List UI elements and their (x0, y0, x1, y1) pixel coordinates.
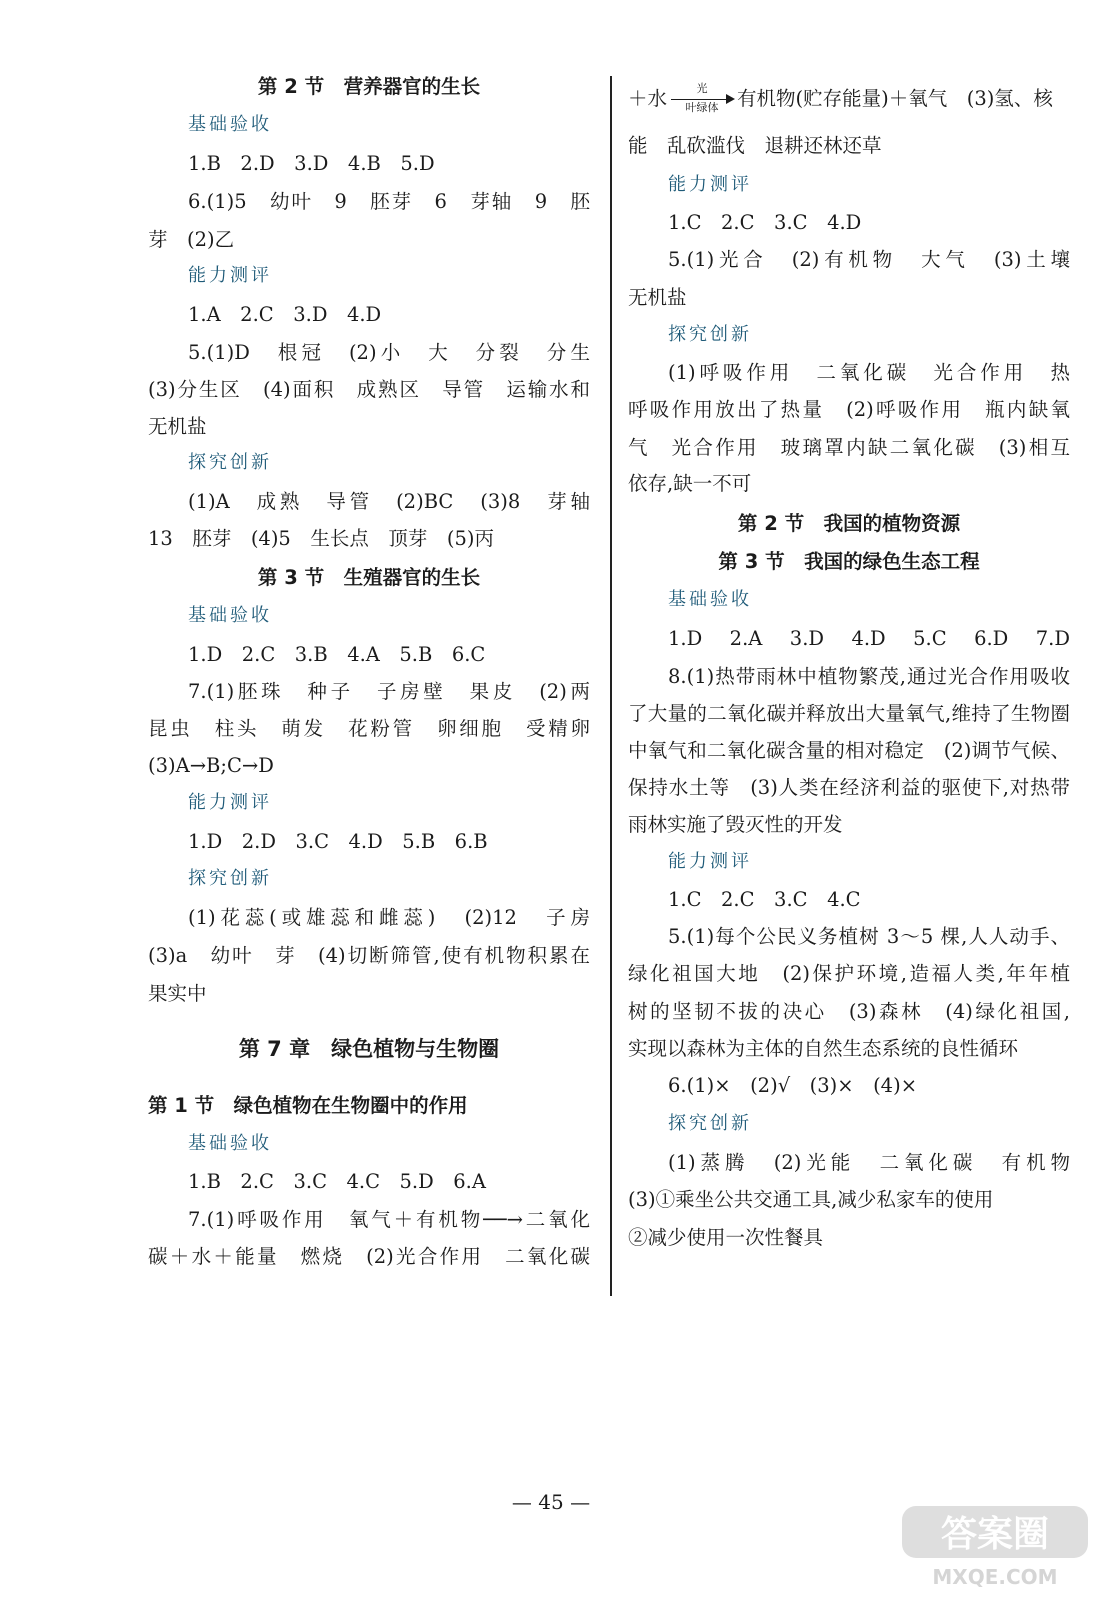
subsection-label: 探究创新 (668, 1113, 752, 1134)
answer-line: 依存,缺一不可 (628, 472, 752, 495)
subsection-label: 基础验收 (188, 114, 272, 135)
subsection-label: 探究创新 (188, 868, 272, 889)
answer-line: 6.(1)× (2)√ (3)× (4)× (668, 1074, 918, 1097)
answer-line: 1.A 2.C 3.D 4.D (188, 303, 382, 326)
answer-line: 无机盐 (628, 286, 687, 309)
answer-line: 碳＋水＋能量 燃烧 (2)光合作用 二氧化碳 (148, 1245, 590, 1268)
answer-line (614, 80, 1102, 118)
answer-line: 1.C 2.C 3.C 4.D (668, 211, 862, 234)
answer-line: ②减少使用一次性餐具 (628, 1226, 824, 1249)
answer-line: (3)分生区 (4)面积 成熟区 导管 运输水和 (148, 378, 590, 401)
answer-line: (3)①乘坐公共交通工具,减少私家车的使用 (628, 1188, 994, 1211)
answer-line: 5.(1)每个公民义务植树 3～5 棵,人人动手、 (668, 925, 1070, 948)
watermark-logo (900, 1502, 1090, 1592)
arrow-condition-top: 光 (696, 81, 708, 95)
section-title: 第 2 节 我国的植物资源 (737, 512, 961, 535)
reaction-arrow (669, 81, 735, 115)
answer-line: 1.C 2.C 3.C 4.C (668, 888, 861, 911)
answer-line: 1.D 2.C 3.B 4.A 5.B 6.C (188, 643, 486, 666)
answer-line: 树的坚韧不拔的决心 (3)森林 (4)绿化祖国, (628, 1000, 1070, 1023)
answer-line: 7.(1)胚珠 种子 子房壁 果皮 (2)两 (188, 680, 590, 703)
answer-line: 1.B 2.C 3.C 4.C 5.D 6.A (188, 1170, 486, 1193)
page-number: — 45 — (511, 1490, 591, 1514)
answer-line: 能 乱砍滥伐 退耕还林还草 (628, 134, 882, 157)
answer-line: 雨林实施了毁灭性的开发 (628, 813, 843, 836)
answer-line: 1.B 2.D 3.D 4.B 5.D (188, 152, 435, 175)
subsection-label: 基础验收 (188, 1133, 272, 1154)
column-divider (610, 76, 612, 1296)
answer-line: 中氧气和二氧化碳含量的相对稳定 (2)调节气候、 (628, 739, 1070, 762)
arrow-condition-bottom: 叶绿体 (685, 100, 719, 114)
answer-line: 8.(1)热带雨林中植物繁茂,通过光合作用吸收 (668, 665, 1070, 688)
answer-line: 5.(1)D 根冠 (2)小 大 分裂 分生 (188, 341, 590, 364)
answer-line: 气 光合作用 玻璃罩内缺二氧化碳 (3)相互 (628, 436, 1070, 459)
answer-line: (1)花蕊(或雄蕊和雌蕊) (2)12 子房 (188, 906, 590, 929)
subsection-label: 基础验收 (668, 589, 752, 610)
arrow-shaft (671, 99, 729, 101)
subsection-label: 能力测评 (668, 851, 752, 872)
section-title: 第 1 节 绿色植物在生物圈中的作用 (148, 1094, 468, 1117)
answer-line: 5.(1)光合 (2)有机物 大气 (3)土壤 (668, 248, 1070, 271)
answer-line: 绿化祖国大地 (2)保护环境,造福人类,年年植 (628, 962, 1070, 985)
answer-line: 1.D 2.A 3.D 4.D 5.C 6.D 7.D (668, 627, 1070, 650)
watermark-url: MXQE.COM (932, 1565, 1058, 1589)
subsection-label: 基础验收 (188, 605, 272, 626)
subsection-label: 能力测评 (188, 265, 272, 286)
answer-line: 保持水土等 (3)人类在经济利益的驱使下,对热带 (628, 776, 1070, 799)
watermark-text: 答案圈 (940, 1514, 1050, 1555)
answer-line: 呼吸作用放出了热量 (2)呼吸作用 瓶内缺氧 (628, 398, 1070, 421)
answer-text: 有机物(贮存能量)＋氧气 (3)氢、核 (737, 87, 1053, 110)
answer-line: (1)蒸腾 (2)光能 二氧化碳 有机物 (668, 1151, 1070, 1174)
answer-line: 实现以森林为主体的自然生态系统的良性循环 (628, 1037, 1019, 1060)
answer-line: (1)呼吸作用 二氧化碳 光合作用 热 (668, 361, 1070, 384)
answer-line: (1)A 成熟 导管 (2)BC (3)8 芽轴 (188, 490, 590, 513)
answer-line: 昆虫 柱头 萌发 花粉管 卵细胞 受精卵 (148, 717, 590, 740)
section-title: 第 2 节 营养器官的生长 (257, 75, 481, 98)
answer-line: 芽 (2)乙 (148, 228, 235, 251)
answer-text: ＋水 (628, 87, 668, 110)
subsection-label: 能力测评 (668, 174, 752, 195)
section-title: 第 3 节 生殖器官的生长 (257, 566, 481, 589)
chapter-title: 第 7 章 绿色植物与生物圈 (238, 1037, 500, 1061)
answer-line: 6.(1)5 幼叶 9 胚芽 6 芽轴 9 胚 (188, 190, 590, 213)
answer-line: (3)A→B;C→D (148, 754, 274, 777)
subsection-label: 探究创新 (668, 324, 752, 345)
answer-line: 无机盐 (148, 415, 207, 438)
answer-line: 果实中 (148, 982, 207, 1005)
answer-line: 1.D 2.D 3.C 4.D 5.B 6.B (188, 830, 488, 853)
answer-line: 7.(1)呼吸作用 氧气＋有机物──→二氧化 (188, 1208, 590, 1231)
section-title: 第 3 节 我国的绿色生态工程 (718, 550, 980, 573)
answer-line: 13 胚芽 (4)5 生长点 顶芽 (5)丙 (148, 527, 494, 550)
answer-line: (3)a 幼叶 芽 (4)切断筛管,使有机物积累在 (148, 944, 590, 967)
subsection-label: 探究创新 (188, 452, 272, 473)
subsection-label: 能力测评 (188, 792, 272, 813)
answer-line: 了大量的二氧化碳并释放出大量氧气,维持了生物圈 (628, 702, 1070, 725)
